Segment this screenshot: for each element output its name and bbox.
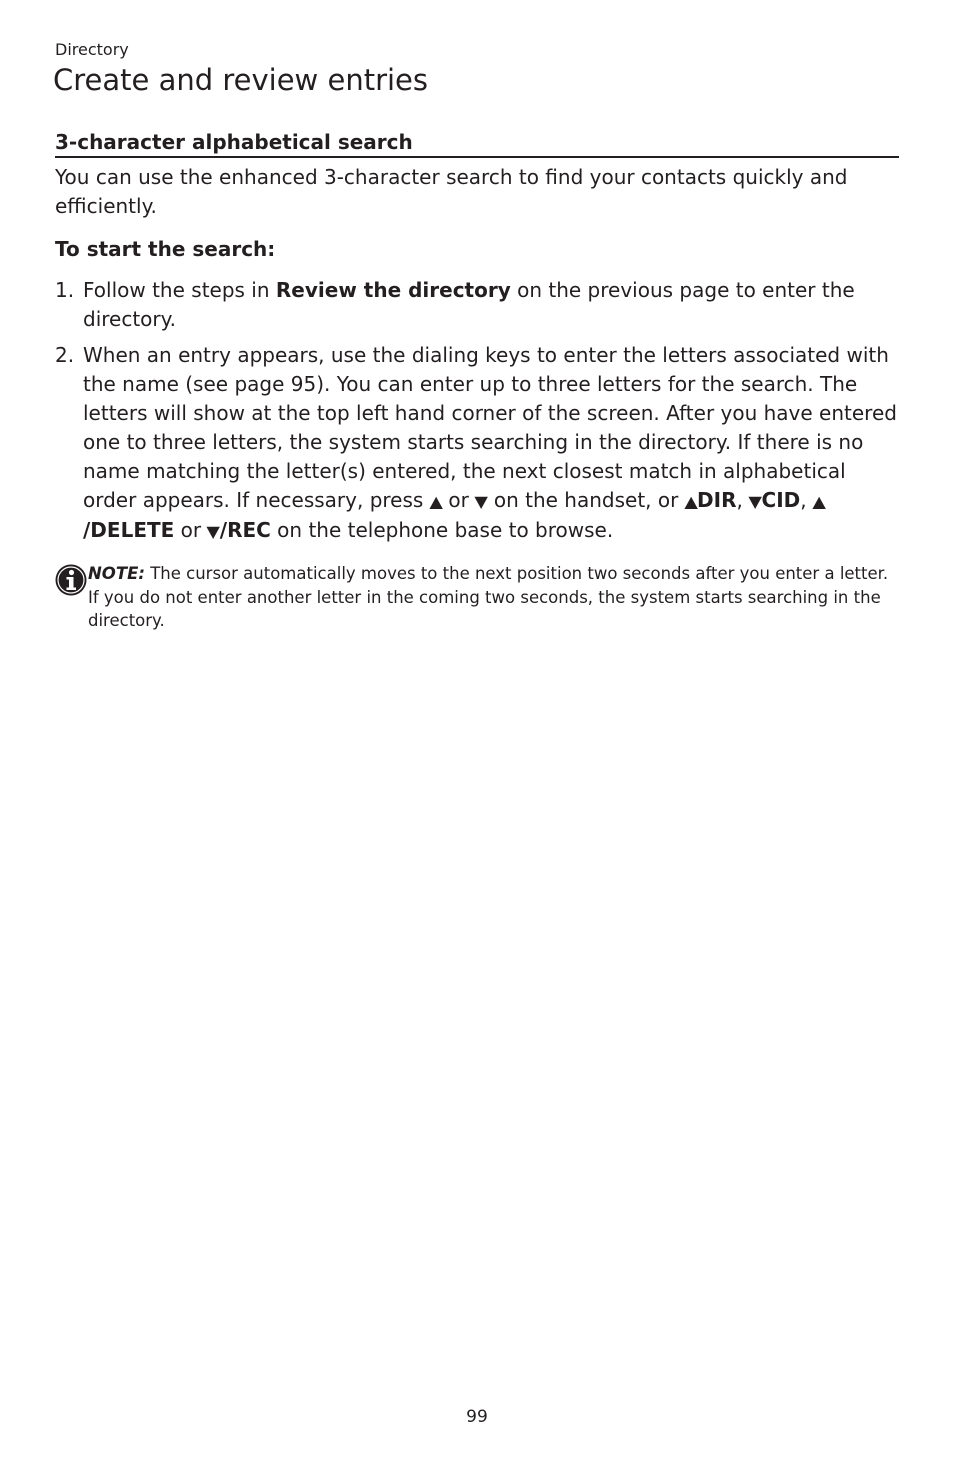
step-bold-link-text: Review the directory — [275, 278, 511, 302]
start-label: To start the search: — [55, 237, 276, 261]
page-title: Create and review entries — [53, 63, 429, 97]
step-text: or — [174, 518, 208, 542]
step-text: on the previous page to enter the directory. — [83, 278, 855, 331]
steps-list — [55, 276, 899, 546]
note-text: The cursor automatically moves to the next position two seconds after you enter a letter. If you do not enter another letter in the coming two seconds, the system starts searching in the directory. — [88, 564, 889, 630]
down-arrow-icon: ▼ — [206, 522, 221, 541]
step-text: , — [736, 488, 750, 512]
key-delete: /DELETE — [83, 518, 175, 542]
info-icon — [55, 564, 87, 596]
step-2 — [55, 341, 899, 546]
step-number: 2. — [55, 343, 75, 367]
step-text: on the handset, or — [487, 488, 685, 512]
page-number: 99 — [466, 1407, 488, 1427]
step-1 — [55, 276, 899, 334]
key-dir: DIR — [697, 488, 737, 512]
step-text: Follow the steps in — [83, 278, 276, 302]
step-text: When an entry appears, use the dialing keys to enter the letters associated with the name (see page 95). You can enter up to three letters for the search. The letters will show at the top left hand corner of the screen. After you have entered one to three letters, the system starts searching in the directory. If there is no name matching the letter(s) entered, the next closest match in alphabetical order appears. If necessary, press — [83, 343, 897, 512]
up-arrow-icon: ▲ — [684, 492, 698, 511]
step-number: 1. — [55, 278, 75, 302]
step-text: on the telephone base to browse. — [270, 518, 614, 542]
key-rec: /REC — [219, 518, 271, 542]
intro-paragraph: You can use the enhanced 3-character search to find your contacts quickly and efficiently. — [55, 165, 848, 218]
section-label: Directory — [55, 40, 129, 59]
note-box — [55, 562, 899, 633]
up-arrow-icon: ▲ — [429, 492, 443, 511]
down-arrow-icon: ▼ — [474, 492, 489, 511]
step-text: or — [442, 488, 476, 512]
up-arrow-icon: ▲ — [812, 492, 826, 511]
key-cid: CID — [761, 488, 801, 512]
subheading: 3-character alphabetical search — [55, 129, 899, 158]
step-text: , — [800, 488, 813, 512]
down-arrow-icon: ▼ — [748, 492, 763, 511]
page-content — [55, 40, 899, 633]
note-label: NOTE: — [88, 564, 145, 583]
